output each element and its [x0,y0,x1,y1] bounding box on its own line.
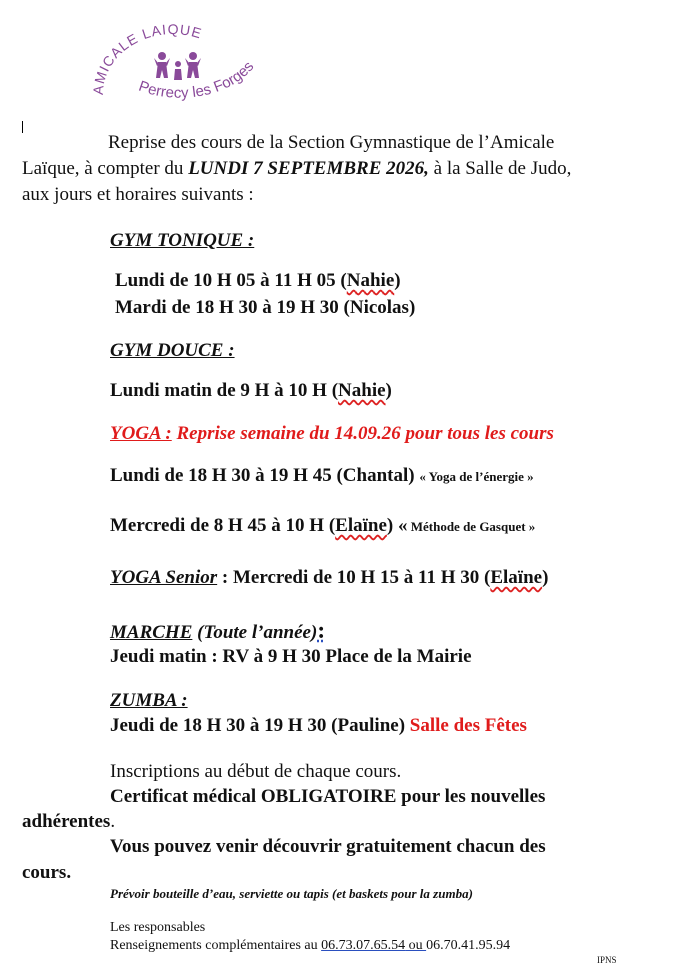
yoga-gasquet-note: Méthode de Gasquet » [407,519,536,534]
yoga-line-2: Mercredi de 8 H 45 à 10 H (Elaïne) « Méthode de Gasquet » [110,515,536,536]
certificat-line-2: adhérentes. [22,811,116,832]
phone-link-1[interactable]: 06.73.07.65.54 [321,938,406,953]
intro-line-3: aux jours et horaires suivants : [22,184,254,205]
gym-douce-title: GYM DOUCE : [110,340,235,361]
gym-tonique-line-1: Lundi de 10 H 05 à 11 H 05 (Nahie) [115,270,401,291]
yoga-title: YOGA : [110,423,172,444]
yoga-notice: Reprise semaine du 14.09.26 pour tous les cours [171,423,554,444]
marche-line: Jeudi matin : RV à 9 H 30 Place de la Mairie [110,646,472,667]
zumba-title: ZUMBA : [110,690,188,711]
start-date: LUNDI 7 SEPTEMBRE 2026, [188,158,429,179]
marche-heading: MARCHE (Toute l’année): [110,618,326,644]
intro-line-2: Laïque, à compter du LUNDI 7 SEPTEMBRE 2026, à la Salle de Judo, [22,158,572,179]
decouvrir-line-2: cours. [22,862,72,883]
zumba-line: Jeudi de 18 H 30 à 19 H 30 (Pauline) Salle des Fêtes [110,715,527,736]
inscriptions-text: Inscriptions au début de chaque cours. [110,761,402,782]
yoga-senior-line: YOGA Senior : Mercredi de 10 H 15 à 11 H 30 (Elaïne) [110,567,549,588]
marche-title: MARCHE [110,622,193,643]
ipns-mark: IPNS [597,955,617,965]
yoga-heading [110,423,554,445]
gym-tonique-line-2: Mardi de 18 H 30 à 19 H 30 (Nicolas) [115,297,416,318]
gym-tonique-title: GYM TONIQUE : [110,230,255,251]
yoga-senior-title: YOGA Senior [110,567,218,588]
gymnast-figures-icon [154,52,201,80]
prevoir-text: Prévoir bouteille d’eau, serviette ou tapis (et baskets pour la zumba) [110,886,473,901]
yoga-line-1: Lundi de 18 H 30 à 19 H 45 (Chantal) « Yoga de l’énergie » [110,465,534,486]
responsables-text: Les responsables [110,920,206,935]
decouvrir-line-1: Vous pouvez venir découvrir gratuitement chacun des [110,836,546,857]
logo-bottom-text: Perrecy les Forges [136,58,258,102]
gym-douce-line: Lundi matin de 9 H à 10 H (Nahie) [110,380,392,401]
intro-line-1: Reprise des cours de la Section Gymnastique de l’Amicale [108,132,555,153]
amicale-laique-logo [78,20,278,120]
logo-top-text: AMICALE LAIQUE [89,21,205,96]
certificat-line-1: Certificat médical OBLIGATOIRE pour les nouvelles [110,786,546,807]
phone-2: 06.70.41.95.94 [426,938,511,953]
zumba-place: Salle des Fêtes [409,715,527,736]
text-cursor [22,121,23,133]
yoga-energie-note: « Yoga de l’énergie » [419,469,534,484]
renseignements-line: Renseignements complémentaires au 06.73.07.65.54 ou 06.70.41.95.94 [110,938,511,953]
